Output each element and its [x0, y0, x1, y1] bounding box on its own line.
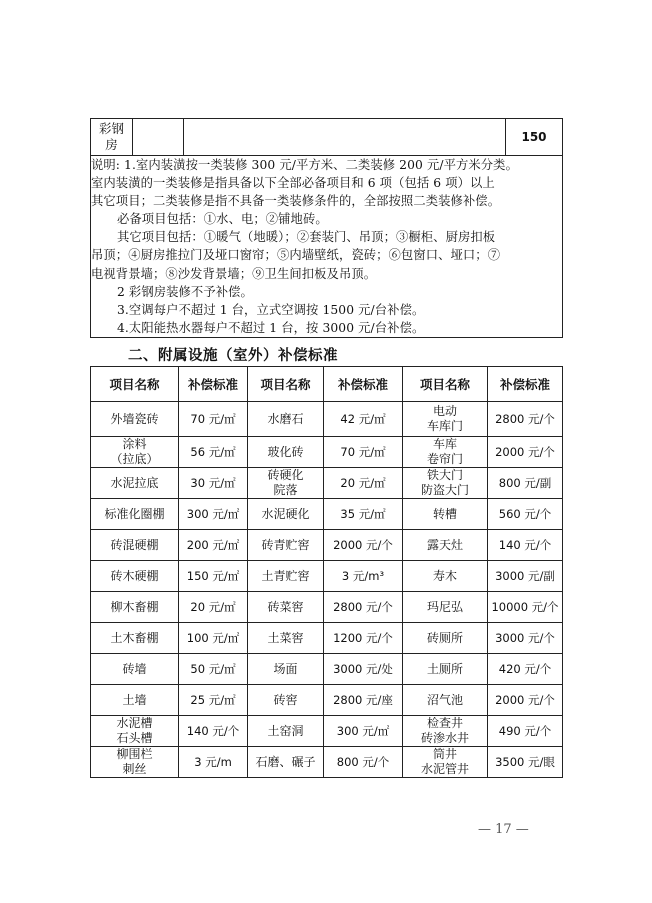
price-cell: 200 元/㎡ [179, 530, 248, 561]
item-name-line: 砖菜窖 [267, 599, 304, 614]
item-name-line: 柳围栏 [116, 747, 153, 761]
table-row [91, 747, 563, 778]
note-line: 其它项目；二类装修是指不具备一类装修条件的，全部按照二类装修补偿。 [91, 194, 501, 209]
item-name-line: 标准化圈棚 [104, 506, 165, 521]
item-name-line: 转槽 [432, 506, 457, 521]
item-name-cell [248, 499, 324, 530]
item-name-cell [403, 468, 488, 499]
item-name-line: 检查井 [426, 716, 463, 730]
price-cell: 140 元/个 [488, 530, 563, 561]
header-cell: 项目名称 [403, 367, 488, 402]
table-row [91, 716, 563, 747]
item-name-line: 玛尼弘 [426, 599, 463, 614]
note-line: 吊顶；④厨房推拉门及垭口窗帘；⑤内墙壁纸，瓷砖；⑥包窗口、垭口；⑦ [91, 248, 501, 263]
header-row [91, 367, 563, 402]
item-name-cell [248, 654, 324, 685]
item-name-cell [403, 654, 488, 685]
item-name-line: 土厕所 [426, 661, 463, 676]
item-name-line: 刺丝 [122, 762, 147, 776]
price-cell: 300 元/㎡ [179, 499, 248, 530]
item-name-cell [248, 592, 324, 623]
price-cell: 70 元/㎡ [179, 402, 248, 437]
price-cell: 140 元/个 [179, 716, 248, 747]
header-cell: 补偿标准 [179, 367, 248, 402]
item-name-line: 露天灶 [426, 537, 463, 552]
item-name-line: 土墙 [122, 692, 147, 707]
price-cell: 3000 元/处 [324, 654, 403, 685]
note-line: 电视背景墙；⑧沙发背景墙；⑨卫生间扣板及吊顶。 [91, 266, 377, 281]
price-cell: 300 元/㎡ [324, 716, 403, 747]
item-name-cell [91, 623, 179, 654]
price-cell: 42 元/㎡ [324, 402, 403, 437]
item-name-line: 沼气池 [426, 692, 463, 707]
item-name-cell [248, 747, 324, 778]
price-cell: 100 元/㎡ [179, 623, 248, 654]
price-cell: 20 元/㎡ [179, 592, 248, 623]
price-cell: 3000 元/个 [488, 623, 563, 654]
price-cell: 3500 元/眼 [488, 747, 563, 778]
price-cell: 10000 元/个 [488, 592, 563, 623]
note-line: 3.空调每户不超过 1 台，立式空调按 1500 元/台补偿。 [117, 302, 425, 317]
item-name-cell [403, 685, 488, 716]
price-cell: 2800 元/个 [488, 402, 563, 437]
item-name-cell [403, 530, 488, 561]
item-name-line: 水泥管井 [420, 762, 469, 776]
note-line: 其它项目包括：①暖气（地暖）；②套装门、吊顶；③橱柜、厨房扣板 [117, 230, 496, 245]
item-name-line: 砖硬化 [267, 468, 304, 482]
item-name-line: 水泥硬化 [261, 506, 310, 521]
item-name-cell [248, 402, 324, 437]
header-cell: 项目名称 [248, 367, 324, 402]
item-name-cell [91, 654, 179, 685]
item-name-cell [91, 592, 179, 623]
item-name-cell [403, 499, 488, 530]
steel-label-line1: 彩钢 [98, 121, 124, 136]
page-number: — 17 — [478, 822, 529, 837]
steel-house-table [90, 118, 563, 338]
item-name-line: 铁大门 [426, 468, 463, 482]
table-row [91, 561, 563, 592]
price-cell: 2800 元/个 [324, 592, 403, 623]
price-cell: 2000 元/个 [488, 685, 563, 716]
price-cell: 560 元/个 [488, 499, 563, 530]
item-name-cell [403, 402, 488, 437]
item-name-line: 外墙瓷砖 [110, 411, 159, 426]
steel-empty-cell [184, 119, 506, 156]
item-name-line: 车库 [432, 437, 457, 451]
price-cell: 3 元/m³ [324, 561, 403, 592]
steel-label-line2: 房 [105, 137, 118, 152]
note-line: 必备项目包括：①水、电；②铺地砖。 [117, 212, 328, 227]
item-name-cell [248, 468, 324, 499]
table-row [91, 623, 563, 654]
item-name-cell [91, 716, 179, 747]
price-cell: 3000 元/副 [488, 561, 563, 592]
item-name-line: 电动 [432, 404, 457, 418]
item-name-cell [403, 592, 488, 623]
item-name-line: 卷帘门 [426, 452, 463, 466]
item-name-line: 砖混硬棚 [110, 537, 159, 552]
item-name-line: 玻化砖 [267, 444, 304, 459]
item-name-cell [91, 402, 179, 437]
item-name-line: 涂料 [122, 437, 147, 451]
item-name-cell [91, 437, 179, 468]
notes-cell [91, 156, 563, 338]
note-line: 室内装潢的一类装修是指具备以下全部必备项目和 6 项（包括 6 项）以上 [91, 176, 495, 191]
price-cell: 2000 元/个 [488, 437, 563, 468]
price-cell: 1200 元/个 [324, 623, 403, 654]
item-name-line: （拉底） [110, 452, 159, 466]
item-name-cell [248, 437, 324, 468]
item-name-cell [248, 685, 324, 716]
section-title: 二、附属设施（室外）补偿标准 [128, 348, 338, 364]
item-name-cell [248, 561, 324, 592]
item-name-cell [403, 561, 488, 592]
table-row [91, 402, 563, 437]
item-name-line: 土窑洞 [267, 723, 304, 738]
table-row [91, 468, 563, 499]
price-cell: 150 元/㎡ [179, 561, 248, 592]
table-row [91, 592, 563, 623]
item-name-cell [91, 499, 179, 530]
item-name-line: 柳木畜棚 [110, 599, 159, 614]
item-name-cell [91, 561, 179, 592]
table-row [91, 685, 563, 716]
compensation-table [90, 366, 563, 778]
item-name-line: 砖木硬棚 [110, 568, 159, 583]
item-name-cell [248, 716, 324, 747]
item-name-cell [91, 530, 179, 561]
item-name-cell [91, 685, 179, 716]
item-name-line: 土青贮窖 [261, 568, 310, 583]
note-line: 说明: 1.室内装潢按一类装修 300 元/平方米、二类装修 200 元/平方米分类。 [91, 158, 518, 172]
table-row [91, 437, 563, 468]
price-cell: 30 元/㎡ [179, 468, 248, 499]
item-name-line: 防盗大门 [420, 483, 469, 497]
item-name-cell [403, 437, 488, 468]
price-cell: 56 元/㎡ [179, 437, 248, 468]
item-name-cell [403, 623, 488, 654]
price-cell: 50 元/㎡ [179, 654, 248, 685]
item-name-cell [91, 468, 179, 499]
item-name-line: 土木畜棚 [110, 630, 159, 645]
table-row [91, 499, 563, 530]
item-name-line: 砖渗水井 [420, 731, 469, 745]
header-cell: 补偿标准 [488, 367, 563, 402]
note-line: 2 彩钢房装修不予补偿。 [117, 284, 253, 299]
table-row [91, 530, 563, 561]
item-name-line: 场面 [273, 661, 298, 676]
price-cell: 2800 元/座 [324, 685, 403, 716]
table-body [91, 402, 563, 778]
price-cell: 70 元/㎡ [324, 437, 403, 468]
item-name-line: 水磨石 [267, 411, 304, 426]
price-cell: 490 元/个 [488, 716, 563, 747]
item-name-line: 筒井 [432, 747, 457, 761]
note-line: 4.太阳能热水器每户不超过 1 台，按 3000 元/台补偿。 [117, 320, 425, 335]
price-cell: 3 元/m [179, 747, 248, 778]
item-name-cell [403, 716, 488, 747]
price-cell: 35 元/㎡ [324, 499, 403, 530]
item-name-line: 砖墙 [122, 661, 147, 676]
item-name-line: 石磨、碾子 [255, 754, 316, 769]
steel-house-label [91, 119, 133, 156]
item-name-line: 砖青贮窖 [261, 537, 310, 552]
item-name-line: 砖厕所 [426, 630, 463, 645]
price-cell: 20 元/㎡ [324, 468, 403, 499]
notes-row [91, 156, 563, 338]
price-cell: 800 元/个 [324, 747, 403, 778]
price-cell: 800 元/副 [488, 468, 563, 499]
price-cell: 2000 元/个 [324, 530, 403, 561]
item-name-cell [91, 747, 179, 778]
item-name-line: 寿木 [432, 568, 457, 583]
steel-house-value: 150 [506, 119, 563, 156]
price-cell: 25 元/㎡ [179, 685, 248, 716]
item-name-cell [248, 623, 324, 654]
item-name-line: 石头槽 [116, 731, 153, 745]
item-name-cell [403, 747, 488, 778]
item-name-line: 水泥槽 [116, 716, 153, 730]
header-cell: 项目名称 [91, 367, 179, 402]
item-name-line: 院落 [273, 483, 298, 497]
header-cell: 补偿标准 [324, 367, 403, 402]
item-name-cell [248, 530, 324, 561]
item-name-line: 水泥拉底 [110, 475, 159, 490]
steel-empty-cell [133, 119, 184, 156]
item-name-line: 砖窖 [273, 692, 298, 707]
steel-house-row [91, 119, 563, 156]
table-row [91, 654, 563, 685]
price-cell: 420 元/个 [488, 654, 563, 685]
item-name-line: 车库门 [426, 419, 463, 433]
item-name-line: 土菜窖 [267, 630, 304, 645]
